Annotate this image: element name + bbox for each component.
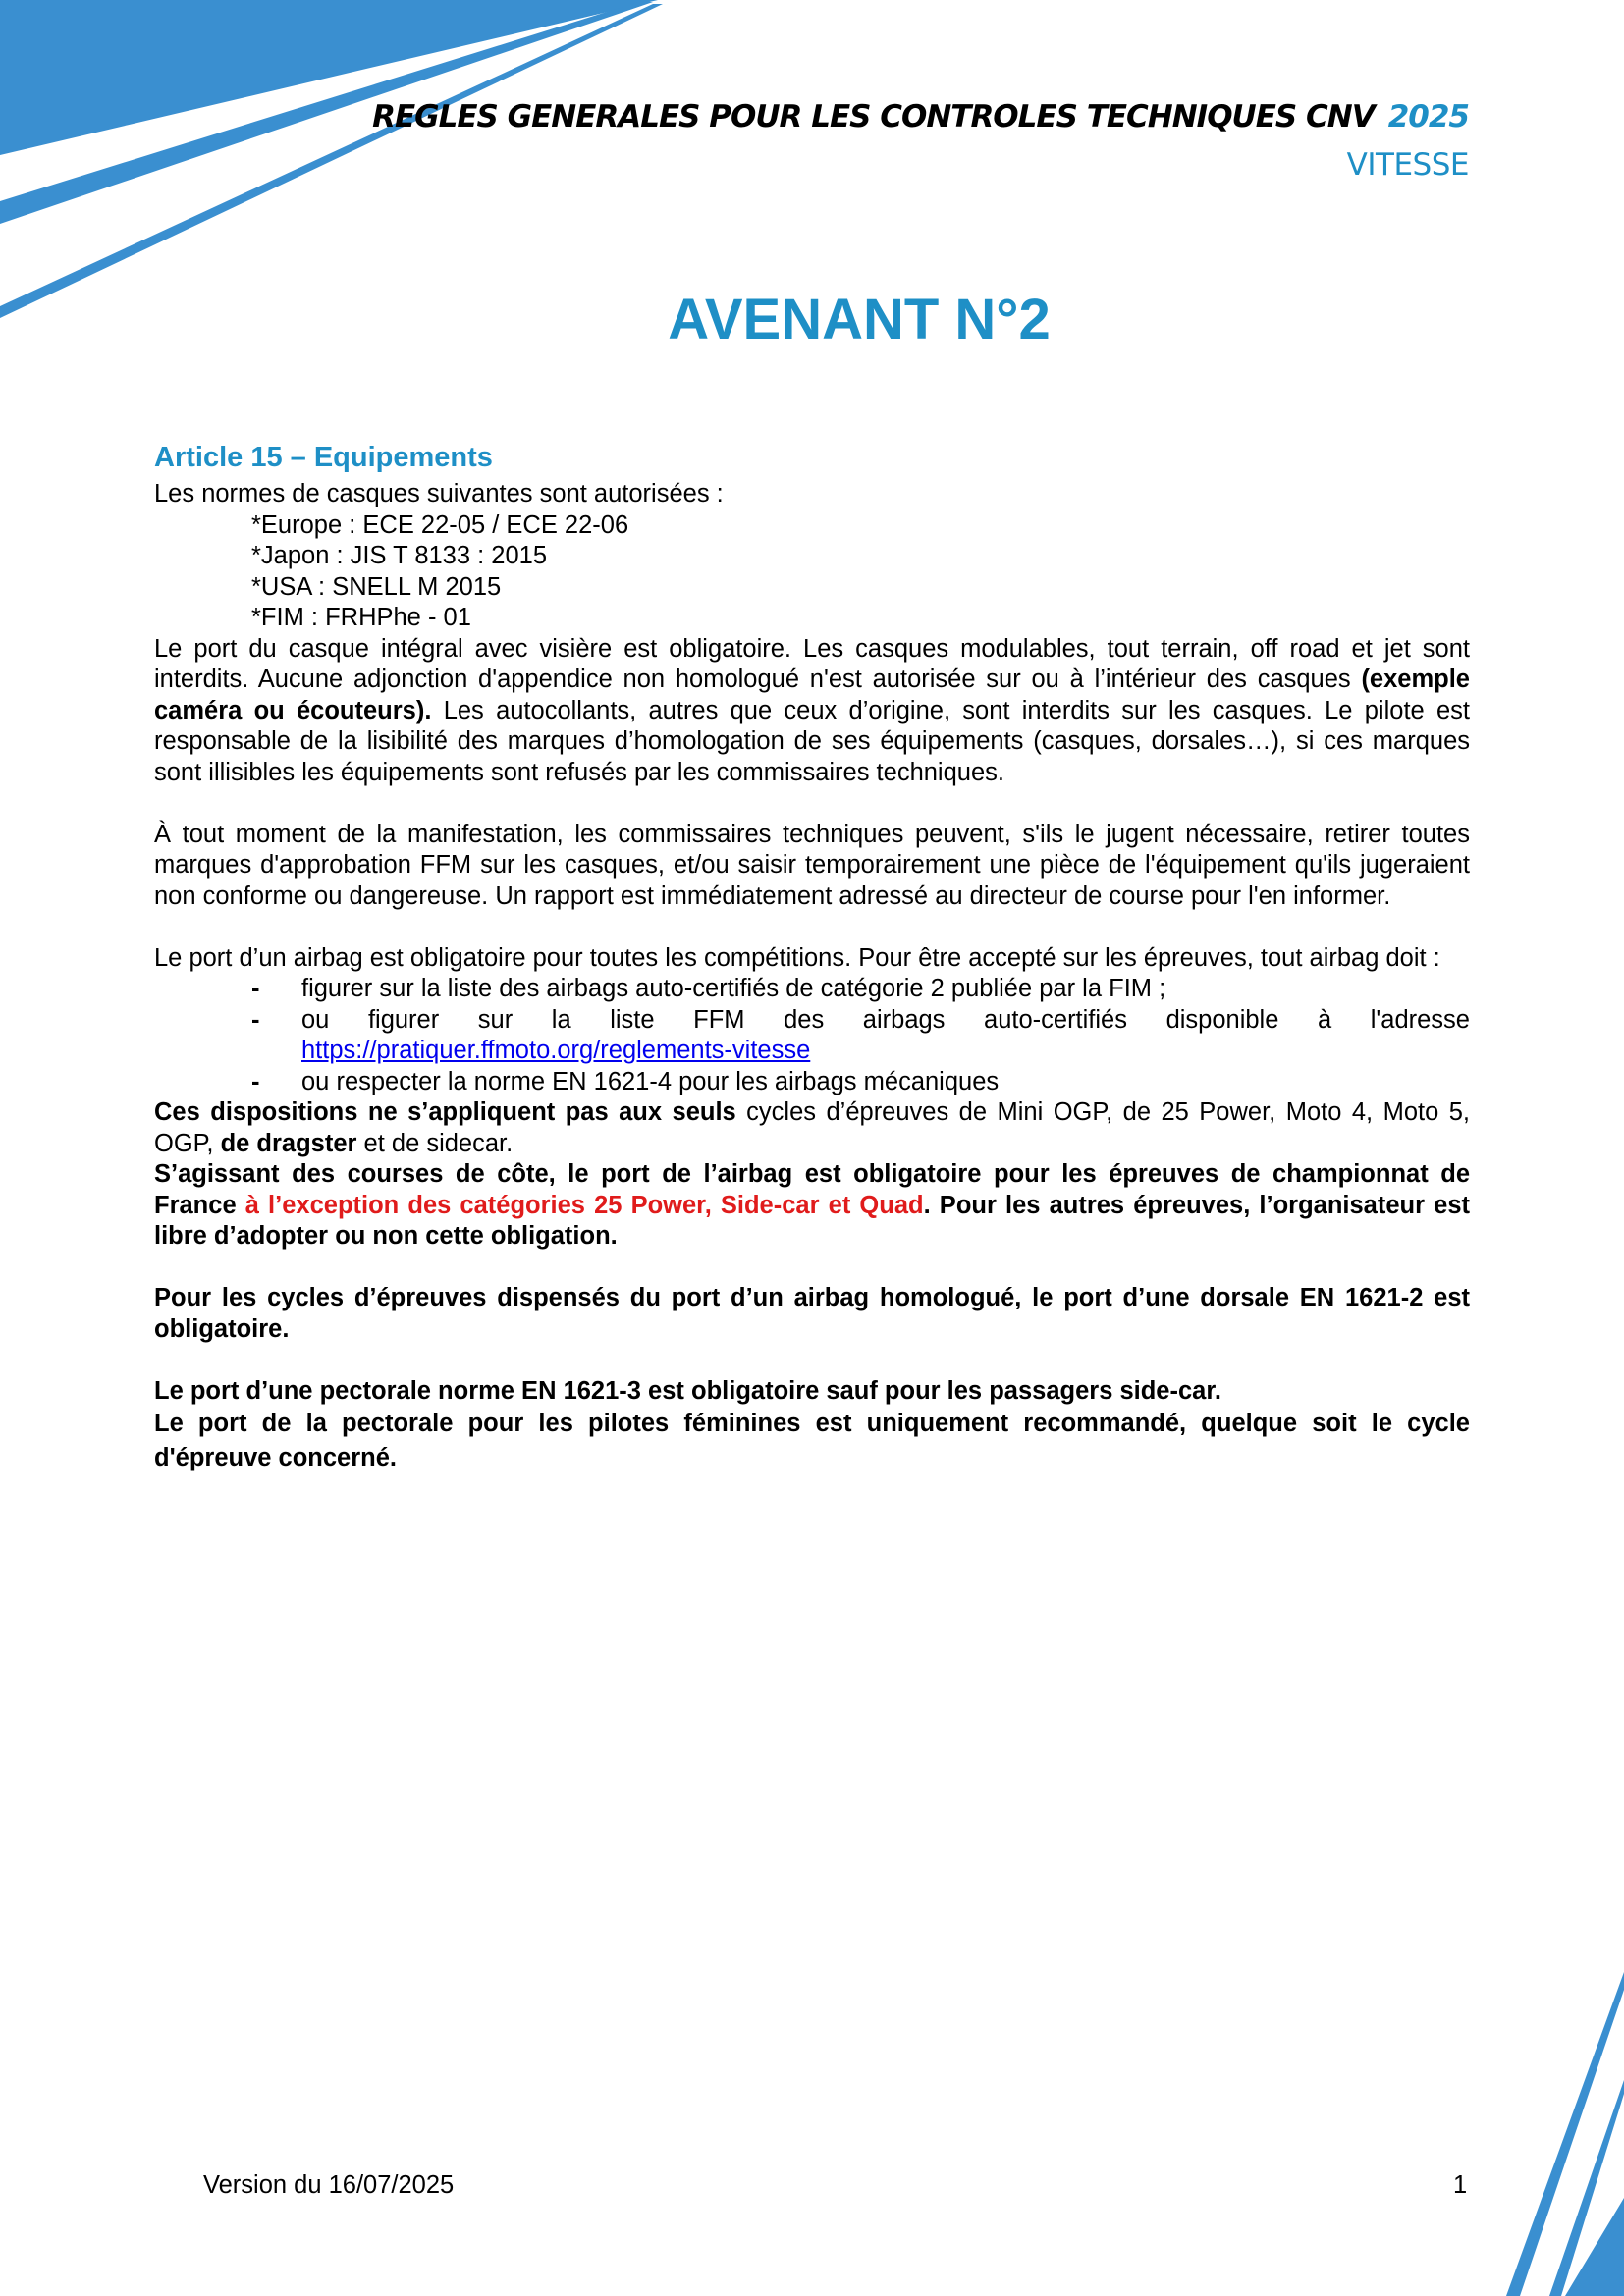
hillclimb-paragraph <box>154 1159 1470 1253</box>
regulations-link[interactable]: https://pratiquer.ffmoto.org/reglements-vitesse <box>301 1037 811 1064</box>
list-item <box>154 1067 1470 1098</box>
back-protector-paragraph <box>154 1283 1470 1345</box>
female-riders-text: Le port de la pectorale pour les pilotes féminines est uniquement recommandé, quelque soit le cycle d'épreuve concerné. <box>154 1410 1470 1471</box>
exemptions-bold-1: Ces dispositions ne s’appliquent pas aux seuls <box>154 1098 736 1126</box>
bullet-text: figurer sur la liste des airbags auto-certifiés de catégorie 2 publiée par la FIM ; <box>301 975 1166 1002</box>
airbag-requirements-list <box>154 974 1470 1097</box>
article-heading: Article 15 – Equipements <box>154 442 493 473</box>
list-item <box>154 974 1470 1005</box>
header-year: 2025 <box>1387 99 1469 134</box>
bullet-text: ou respecter la norme EN 1621-4 pour les airbags mécaniques <box>301 1067 1000 1095</box>
bullet-dash: - <box>251 1067 260 1095</box>
chest-protector-paragraph <box>154 1376 1470 1408</box>
female-riders-paragraph <box>154 1407 1470 1475</box>
inspection-paragraph: À tout moment de la manifestation, les commissaires techniques peuvent, s'ils le jugent nécessaire, retirer toutes marques d'approbation FFM sur les casques, et/ou saisir temporairement une pièce de l'équipement qu'ils jugeraient non conforme ou dangereuse. Un rapport est immédiatement adressé au directeur de course pour l'en informer. <box>154 820 1470 910</box>
back-protector-text: Pour les cycles d’épreuves dispensés du port d’un airbag homologué, le port d’une dorsale EN 1621-2 est obligatoire. <box>154 1284 1470 1343</box>
helmet-norm-item: *USA : SNELL M 2015 <box>251 572 502 601</box>
helmet-intro: Les normes de casques suivantes sont autorisées : <box>154 480 724 507</box>
helmet-rules-paragraph <box>154 634 1470 789</box>
top-corner-decoration <box>0 0 668 324</box>
hillclimb-bold-1: S’agissant des courses de côte, le port de l’airbag est obligatoire pour les épreuves de championnat de France <box>154 1160 1470 1219</box>
airbag-intro: Le port d’un airbag est obligatoire pour toutes les compétitions. Pour être accepté sur les épreuves, tout airbag doit : <box>154 943 1440 972</box>
header-discipline: VITESSE <box>1346 147 1469 183</box>
article-body <box>154 440 1470 1475</box>
helmet-rules-text-a: Le port du casque intégral avec visière est obligatoire. Les casques modulables, tout terrain, off road et jet sont interdits. Aucune adjonction d'appendice non homologué n'est autorisée sur ou à l’intérieur des casques <box>154 634 1470 693</box>
helmet-rules-bold: (exemple caméra ou écouteurs). <box>154 666 1470 724</box>
document-header-title <box>372 99 1469 134</box>
hillclimb-bold-2: . Pour les autres épreuves, l’organisateur est libre d’adopter ou non cette obligation. <box>154 1191 1471 1250</box>
bottom-corner-decoration <box>1506 1972 1624 2296</box>
hillclimb-exception: à l’exception des catégories 25 Power, Side-car et Quad <box>244 1191 924 1219</box>
bullet-text: ou figurer sur la liste FFM des airbags auto-certifiés disponible à l'adresse <box>301 1005 1470 1034</box>
page-number: 1 <box>1453 2171 1468 2199</box>
exemptions-bold-2: de dragster <box>220 1129 357 1157</box>
chest-protector-text: Le port d’une pectorale norme EN 1621-3 est obligatoire sauf pour les passagers side-car. <box>154 1376 1221 1405</box>
header-title-text: REGLES GENERALES POUR LES CONTROLES TECHNIQUES CNV <box>372 99 1375 134</box>
helmet-norm-item: *Japon : JIS T 8133 : 2015 <box>251 542 548 569</box>
footer-version: Version du 16/07/2025 <box>203 2171 455 2199</box>
list-item <box>154 1005 1470 1067</box>
exemptions-text-1: cycles d’épreuves de Mini OGP, de 25 Power, Moto 4, Moto 5, OGP, <box>154 1098 1470 1157</box>
page-title: AVENANT N°2 <box>668 288 1051 351</box>
exemptions-text-2: et de sidecar. <box>356 1129 514 1157</box>
helmet-norm-item: *Europe : ECE 22-05 / ECE 22-06 <box>251 510 629 539</box>
bullet-dash: - <box>251 1005 260 1034</box>
helmet-rules-text-b: Les autocollants, autres que ceux d’origine, sont interdits sur les casques. Le pilote est responsable de la lisibilité des marques d’homologation de ses équipements (casques, dorsales…), si ces marques sont illisibles les équipements sont refusés par les commissaires techniques. <box>154 696 1470 786</box>
helmet-norm-item: *FIM : FRHPhe - 01 <box>251 604 471 631</box>
exemptions-paragraph <box>154 1097 1470 1159</box>
bullet-dash: - <box>251 975 260 1002</box>
